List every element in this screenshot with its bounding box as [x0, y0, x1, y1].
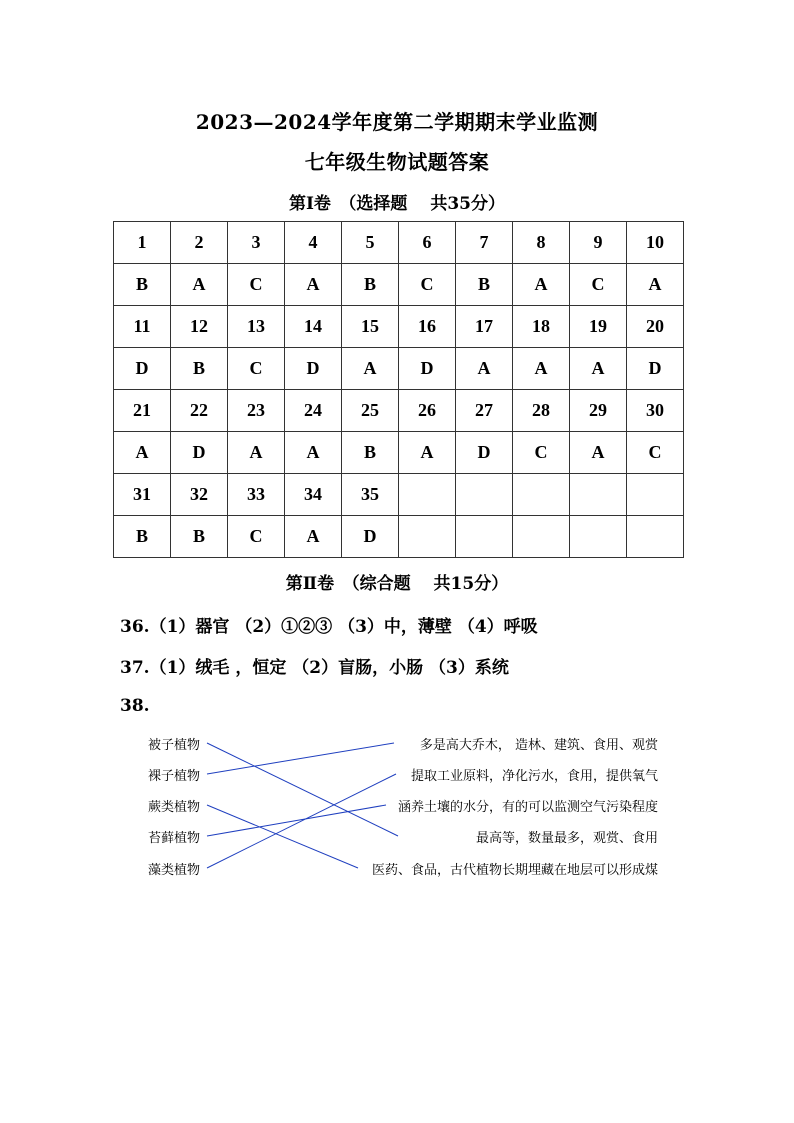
section-1-title: 第Ⅰ卷 （选择题 共35分）	[288, 194, 506, 214]
answer-cell: A	[570, 348, 627, 390]
question-number-cell: 16	[399, 306, 456, 348]
question-number-cell: 30	[627, 390, 684, 432]
right-item-5: 医药、食品，古代植物长期埋藏在地层可以形成煤	[371, 863, 658, 878]
match-line	[207, 743, 398, 836]
left-item-algae: 藻类植物	[148, 863, 201, 878]
answer-cell: B	[114, 516, 171, 558]
answer-cell: D	[114, 348, 171, 390]
answer-cell: A	[627, 264, 684, 306]
question-number-cell: 26	[399, 390, 456, 432]
answer-36: 36.（1）器官 （2）①②③ （3）中，薄壁 （4）呼吸	[120, 617, 538, 637]
answer-cell: A	[513, 348, 570, 390]
right-item-2: 提取工业原料，净化污水，食用，提供氧气	[410, 769, 658, 784]
question-number-cell: 14	[285, 306, 342, 348]
question-number-cell: 35	[342, 474, 399, 516]
left-item-moss: 苔藓植物	[148, 831, 201, 846]
answer-cell: D	[399, 348, 456, 390]
question-number-cell: 23	[228, 390, 285, 432]
question-number-cell: 7	[456, 222, 513, 264]
match-line	[207, 743, 394, 774]
question-number-cell: 6	[399, 222, 456, 264]
question-number-cell: 29	[570, 390, 627, 432]
question-number-cell: 31	[114, 474, 171, 516]
answer-cell: D	[627, 348, 684, 390]
answer-cell: A	[285, 516, 342, 558]
answer-cell: A	[228, 432, 285, 474]
answer-cell: A	[513, 264, 570, 306]
question-number-cell: 27	[456, 390, 513, 432]
answer-cell: B	[171, 516, 228, 558]
question-number-cell: 20	[627, 306, 684, 348]
answer-cell: D	[342, 516, 399, 558]
answer-cell: A	[114, 432, 171, 474]
answer-cell: B	[342, 264, 399, 306]
answer-cell: A	[171, 264, 228, 306]
answer-cell: C	[228, 516, 285, 558]
question-number-cell: 3	[228, 222, 285, 264]
question-number-cell: 17	[456, 306, 513, 348]
answer-cell: B	[114, 264, 171, 306]
answer-cell: C	[399, 264, 456, 306]
match-line	[207, 805, 386, 836]
answer-cell: C	[570, 264, 627, 306]
answer-cell: D	[456, 432, 513, 474]
left-item-fern: 蕨类植物	[148, 800, 201, 815]
answer-cell: A	[285, 432, 342, 474]
answer-cell: A	[456, 348, 513, 390]
question-number-cell: 4	[285, 222, 342, 264]
document-title: 2023—2024学年度第二学期期末学业监测	[195, 110, 599, 134]
question-number-cell: 15	[342, 306, 399, 348]
question-number-cell: 13	[228, 306, 285, 348]
answer-cell: C	[627, 432, 684, 474]
question-number-cell: 11	[114, 306, 171, 348]
question-number-cell: 22	[171, 390, 228, 432]
question-number-cell: 33	[228, 474, 285, 516]
question-number-cell: 21	[114, 390, 171, 432]
answer-38-label: 38.	[120, 696, 150, 716]
answer-cell: A	[285, 264, 342, 306]
question-number-cell: 12	[171, 306, 228, 348]
answer-cell: A	[342, 348, 399, 390]
question-number-cell: 5	[342, 222, 399, 264]
answer-cell: B	[456, 264, 513, 306]
left-item-angiosperm: 被子植物	[148, 738, 201, 753]
question-number-cell: 9	[570, 222, 627, 264]
question-number-cell: 2	[171, 222, 228, 264]
right-item-4: 最高等，数量最多，观赏、食用	[475, 831, 658, 846]
question-number-cell: 25	[342, 390, 399, 432]
answer-37: 37.（1）绒毛 ，恒定 （2）盲肠，小肠 （3）系统	[120, 658, 509, 678]
question-number-cell: 10	[627, 222, 684, 264]
answer-cell: B	[171, 348, 228, 390]
answer-cell: A	[399, 432, 456, 474]
question-number-cell: 1	[114, 222, 171, 264]
answer-cell: B	[342, 432, 399, 474]
answer-cell: A	[570, 432, 627, 474]
right-item-3: 涵养土壤的水分，有的可以监测空气污染程度	[397, 800, 658, 815]
question-number-cell: 32	[171, 474, 228, 516]
question-number-cell: 28	[513, 390, 570, 432]
match-line	[207, 805, 358, 868]
section-2-title: 第Ⅱ卷 （综合题 共15分）	[285, 574, 509, 594]
question-number-cell: 18	[513, 306, 570, 348]
answer-cell: D	[285, 348, 342, 390]
answer-cell: C	[228, 348, 285, 390]
left-item-gymnosperm: 裸子植物	[148, 769, 201, 784]
right-item-1: 多是高大乔木， 造林、建筑、食用、观赏	[419, 738, 658, 753]
question-number-cell: 24	[285, 390, 342, 432]
question-number-cell: 34	[285, 474, 342, 516]
answer-cell: D	[171, 432, 228, 474]
answer-cell: C	[513, 432, 570, 474]
answer-cell: C	[228, 264, 285, 306]
question-number-cell: 8	[513, 222, 570, 264]
document-subtitle: 七年级生物试题答案	[304, 150, 490, 174]
question-number-cell: 19	[570, 306, 627, 348]
